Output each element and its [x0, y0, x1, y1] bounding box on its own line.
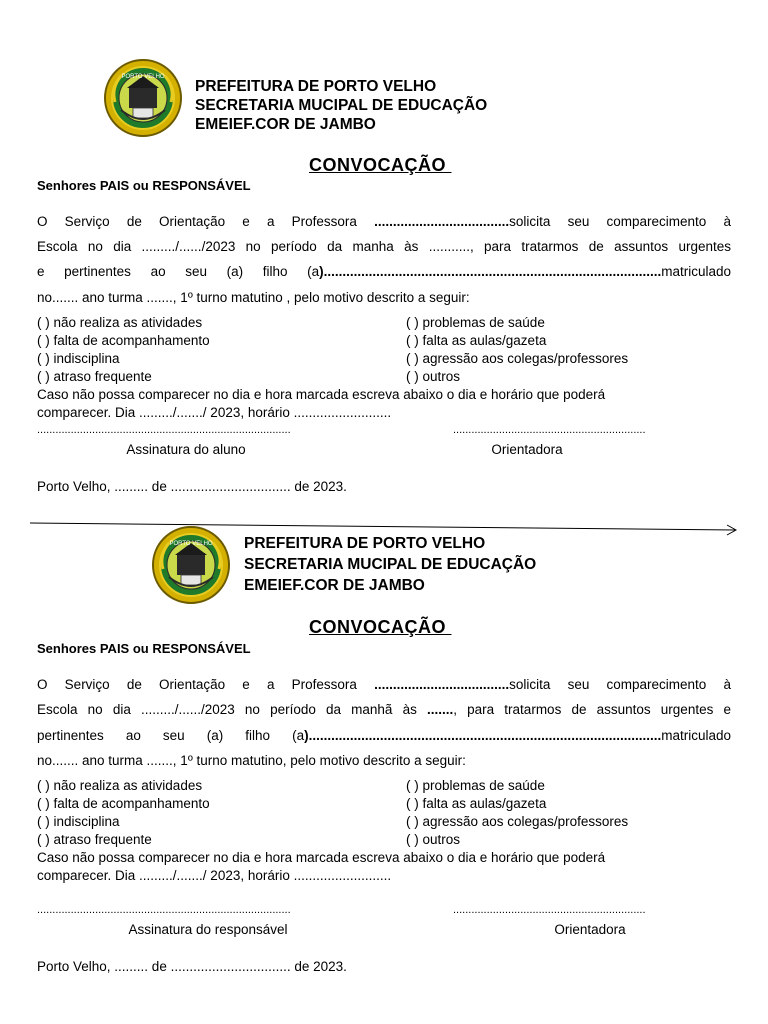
paragraph-line-2: Escola no dia ........./....../2023 no período da manhã às ......., para tratarmos de assuntos urgentes e [37, 702, 731, 717]
option-item[interactable]: ( ) atraso frequente [37, 832, 152, 847]
paragraph-line-2: Escola no dia ........./....../2023 no período da manha às ..........., para tratarmos de assuntos urgentes [37, 239, 731, 254]
greeting: Senhores PAIS ou RESPONSÁVEL [37, 641, 251, 656]
option-item[interactable]: ( ) agressão aos colegas/professores [406, 814, 629, 829]
note-line-1: Caso não possa comparecer no dia e hora marcada escreva abaixo o dia e horário que poderá [37, 387, 606, 402]
signature-label-left: Assinatura do aluno [126, 442, 246, 457]
signature-line-left: ................................................................................... [37, 424, 291, 436]
paragraph-line-1: O Serviço de Orientação e a Professora ....................................solicita seu comparecimento à [37, 677, 731, 692]
option-item[interactable]: ( ) atraso frequente [37, 369, 152, 384]
note-line-2: comparecer. Dia ........./......./ 2023, horário .......................... [37, 405, 392, 420]
header-line-3: EMEIEF.COR DE JAMBO [195, 116, 376, 133]
header-line-1: PREFEITURA DE PORTO VELHO [244, 535, 486, 552]
signature-label-left: Assinatura do responsável [128, 922, 288, 937]
header-line-2: SECRETARIA MUCIPAL DE EDUCAÇÃO [195, 97, 488, 114]
seal-caption: PORTO VELHO [169, 541, 213, 547]
signature-line-left: ................................................................................... [37, 904, 291, 916]
option-item[interactable]: ( ) indisciplina [37, 814, 120, 829]
options-right [406, 777, 628, 849]
signature-label-right: Orientadora [554, 922, 626, 937]
options-left [37, 314, 210, 386]
note-line-2: comparecer. Dia ........./......./ 2023, horário .......................... [37, 868, 392, 883]
page-title: CONVOCAÇÃO [309, 617, 452, 637]
paragraph-line-4: no....... ano turma ......., 1º turno matutino , pelo motivo descrito a seguir: [37, 290, 470, 305]
option-item[interactable]: ( ) não realiza as atividades [37, 315, 203, 330]
place-date: Porto Velho, ......... de ................................ de 2023. [37, 959, 347, 974]
option-item[interactable]: ( ) outros [406, 832, 461, 847]
seal-logo [151, 525, 231, 605]
option-item[interactable]: ( ) não realiza as atividades [37, 778, 203, 793]
greeting: Senhores PAIS ou RESPONSÁVEL [37, 178, 251, 193]
option-item[interactable]: ( ) problemas de saúde [406, 315, 545, 330]
paragraph-line-4: no....... ano turma ......., 1º turno matutino, pelo motivo descrito a seguir: [37, 753, 466, 768]
place-date: Porto Velho, ......... de ................................ de 2023. [37, 479, 347, 494]
option-item[interactable]: ( ) problemas de saúde [406, 778, 545, 793]
paragraph-line-3: e pertinentes ao seu (a) filho (a)..........................................................................................matriculado [37, 264, 731, 279]
paragraph-line-1: O Serviço de Orientação e a Professora ....................................solicita seu comparecimento à [37, 214, 731, 229]
options-left [37, 777, 210, 849]
options-right [406, 314, 628, 386]
option-item[interactable]: ( ) falta as aulas/gazeta [406, 333, 547, 348]
signature-line-right: ............................................................... [453, 904, 646, 916]
header-line-2: SECRETARIA MUCIPAL DE EDUCAÇÃO [244, 556, 537, 573]
signature-line-right: ............................................................... [453, 424, 646, 436]
note-line-1: Caso não possa comparecer no dia e hora marcada escreva abaixo o dia e horário que poderá [37, 850, 606, 865]
seal-caption: PORTO VELHO [121, 74, 165, 80]
option-item[interactable]: ( ) agressão aos colegas/professores [406, 351, 629, 366]
signature-label-right: Orientadora [491, 442, 563, 457]
header-line-3: EMEIEF.COR DE JAMBO [244, 577, 425, 594]
page-title: CONVOCAÇÃO [309, 155, 452, 175]
option-item[interactable]: ( ) falta as aulas/gazeta [406, 796, 547, 811]
seal-logo [103, 58, 183, 138]
option-item[interactable]: ( ) falta de acompanhamento [37, 796, 210, 811]
option-item[interactable]: ( ) outros [406, 369, 461, 384]
header-line-1: PREFEITURA DE PORTO VELHO [195, 78, 437, 95]
header-block [244, 533, 536, 596]
paragraph-line-3: pertinentes ao seu (a) filho (a)..............................................................................................matriculado [37, 728, 731, 743]
option-item[interactable]: ( ) indisciplina [37, 351, 120, 366]
header-block [195, 77, 487, 134]
option-item[interactable]: ( ) falta de acompanhamento [37, 333, 210, 348]
